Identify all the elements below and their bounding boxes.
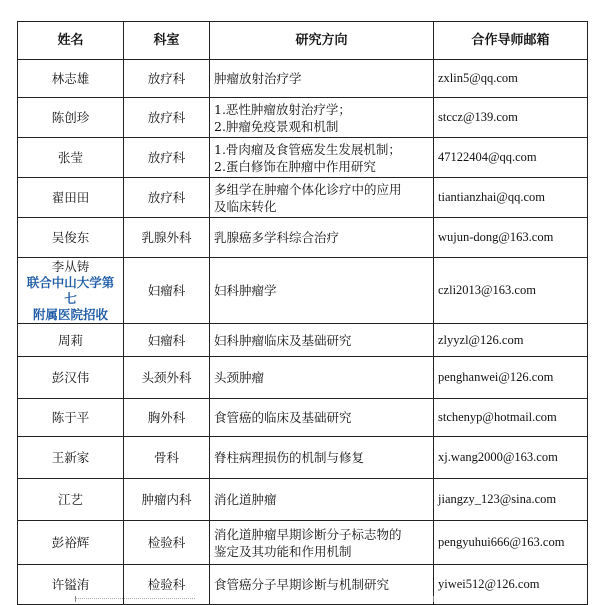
table-row (18, 479, 588, 521)
cell-name (18, 357, 124, 399)
header-dept: 科室 (124, 22, 210, 60)
cell-dept: 乳腺外科 (124, 218, 210, 258)
supervisor-name: 林志雄 (51, 71, 90, 86)
research-direction-line: 食管癌分子早期诊断与机制研究 (214, 577, 390, 592)
supervisor-name: 陈创珍 (51, 110, 90, 125)
supervisor-name: 江艺 (57, 492, 83, 507)
cell-research-direction (210, 357, 434, 399)
cell-dept: 肿瘤内科 (124, 479, 210, 521)
cell-email[interactable]: wujun-dong@163.com (434, 218, 588, 258)
research-direction-line: 消化道肿瘤 (214, 492, 277, 507)
table-row (18, 521, 588, 565)
cell-email[interactable]: xj.wang2000@163.com (434, 437, 588, 479)
cell-dept: 妇瘤科 (124, 258, 210, 324)
cell-dept: 放疗科 (124, 98, 210, 138)
bottom-tick (433, 596, 434, 602)
supervisor-name: 吴俊东 (51, 230, 90, 245)
research-direction-line: 及临床转化 (214, 198, 277, 214)
table-row (18, 357, 588, 399)
supervisor-name: 陈于平 (51, 410, 90, 425)
cell-dept: 妇瘤科 (124, 324, 210, 357)
table-row (18, 138, 588, 178)
table-row (18, 437, 588, 479)
cell-email[interactable]: 47122404@qq.com (434, 138, 588, 178)
cell-name (18, 521, 124, 565)
cell-name (18, 138, 124, 178)
table-body (18, 60, 588, 605)
cell-email[interactable]: penghanwei@126.com (434, 357, 588, 399)
header-name: 姓名 (18, 22, 124, 60)
research-direction-line: 肿瘤放射治疗学 (214, 71, 302, 86)
table-row (18, 399, 588, 437)
research-direction-line: 食管癌的临床及基础研究 (214, 410, 352, 425)
supervisor-name: 张莹 (57, 150, 83, 165)
header-row (18, 22, 588, 60)
research-direction-line: 2.蛋白修饰在肿瘤中作用研究 (214, 158, 376, 174)
watermark-text: 联合中山大学第七 (26, 275, 115, 306)
cell-research-direction (210, 399, 434, 437)
research-direction-line: 2.肿瘤免疫景观和机制 (214, 118, 339, 134)
table-row (18, 324, 588, 357)
research-direction-line: 妇科肿瘤临床及基础研究 (214, 332, 352, 348)
cell-email[interactable]: pengyuhui666@163.com (434, 521, 588, 565)
research-direction-line: 消化道肿瘤早期诊断分子标志物的 (214, 526, 402, 542)
table-row (18, 258, 588, 324)
supervisor-name: 李从铸 (51, 259, 90, 274)
supervisor-table (17, 21, 588, 605)
research-direction-line: 1.骨肉瘤及食管癌发生发展机制； (214, 141, 401, 157)
cell-email[interactable]: yiwei512@126.com (434, 565, 588, 605)
cell-name (18, 258, 124, 324)
cell-dept: 检验科 (124, 565, 210, 605)
cell-name (18, 60, 124, 98)
supervisor-name: 翟田田 (51, 190, 90, 205)
cell-dept: 骨科 (124, 437, 210, 479)
cell-email[interactable]: jiangzy_123@sina.com (434, 479, 588, 521)
supervisor-name: 彭裕辉 (51, 535, 90, 550)
header-email: 合作导师邮箱 (434, 22, 588, 60)
header-direction: 研究方向 (210, 22, 434, 60)
cell-name (18, 399, 124, 437)
cell-email[interactable]: czli2013@163.com (434, 258, 588, 324)
cell-dept: 胸外科 (124, 399, 210, 437)
table-row (18, 178, 588, 218)
research-direction-line: 头颈肿瘤 (214, 370, 265, 385)
bottom-rule (75, 598, 195, 599)
cell-research-direction (210, 60, 434, 98)
cell-email[interactable]: zlyyzl@126.com (434, 324, 588, 357)
cell-research-direction (210, 218, 434, 258)
cell-research-direction (210, 437, 434, 479)
bottom-tick (75, 596, 76, 602)
supervisor-name: 彭汉伟 (51, 370, 90, 385)
cell-name (18, 324, 124, 357)
research-direction-line: 脊柱病理损伤的机制与修复 (214, 450, 365, 465)
cell-research-direction (210, 98, 434, 138)
supervisor-name: 周莉 (57, 332, 83, 348)
research-direction-line: 鉴定及其功能和作用机制 (214, 543, 352, 559)
cell-email[interactable]: stccz@139.com (434, 98, 588, 138)
cell-dept: 放疗科 (124, 138, 210, 178)
cell-email[interactable]: zxlin5@qq.com (434, 60, 588, 98)
cell-name (18, 437, 124, 479)
cell-dept: 放疗科 (124, 178, 210, 218)
research-direction-line: 1.恶性肿瘤放射治疗学； (214, 101, 351, 117)
cell-dept: 放疗科 (124, 60, 210, 98)
table-row (18, 98, 588, 138)
table-row (18, 218, 588, 258)
cell-research-direction (210, 178, 434, 218)
cell-research-direction (210, 138, 434, 178)
table-row (18, 60, 588, 98)
cell-email[interactable]: tiantianzhai@qq.com (434, 178, 588, 218)
research-direction-line: 乳腺癌多学科综合治疗 (214, 230, 340, 245)
cell-research-direction (210, 521, 434, 565)
cell-research-direction (210, 565, 434, 605)
research-direction-line: 妇科肿瘤学 (214, 283, 277, 298)
research-direction-line: 多组学在肿瘤个体化诊疗中的应用 (214, 181, 402, 197)
cell-name (18, 218, 124, 258)
cell-research-direction (210, 479, 434, 521)
cell-dept: 头颈外科 (124, 357, 210, 399)
supervisor-name: 许镒洧 (51, 577, 90, 592)
cell-name (18, 479, 124, 521)
cell-research-direction (210, 324, 434, 357)
cell-name (18, 98, 124, 138)
watermark-text: 附属医院招收 (32, 307, 108, 322)
cell-email[interactable]: stchenyp@hotmail.com (434, 399, 588, 437)
cell-name (18, 178, 124, 218)
cell-research-direction (210, 258, 434, 324)
supervisor-name: 王新家 (51, 450, 90, 465)
cell-dept: 检验科 (124, 521, 210, 565)
